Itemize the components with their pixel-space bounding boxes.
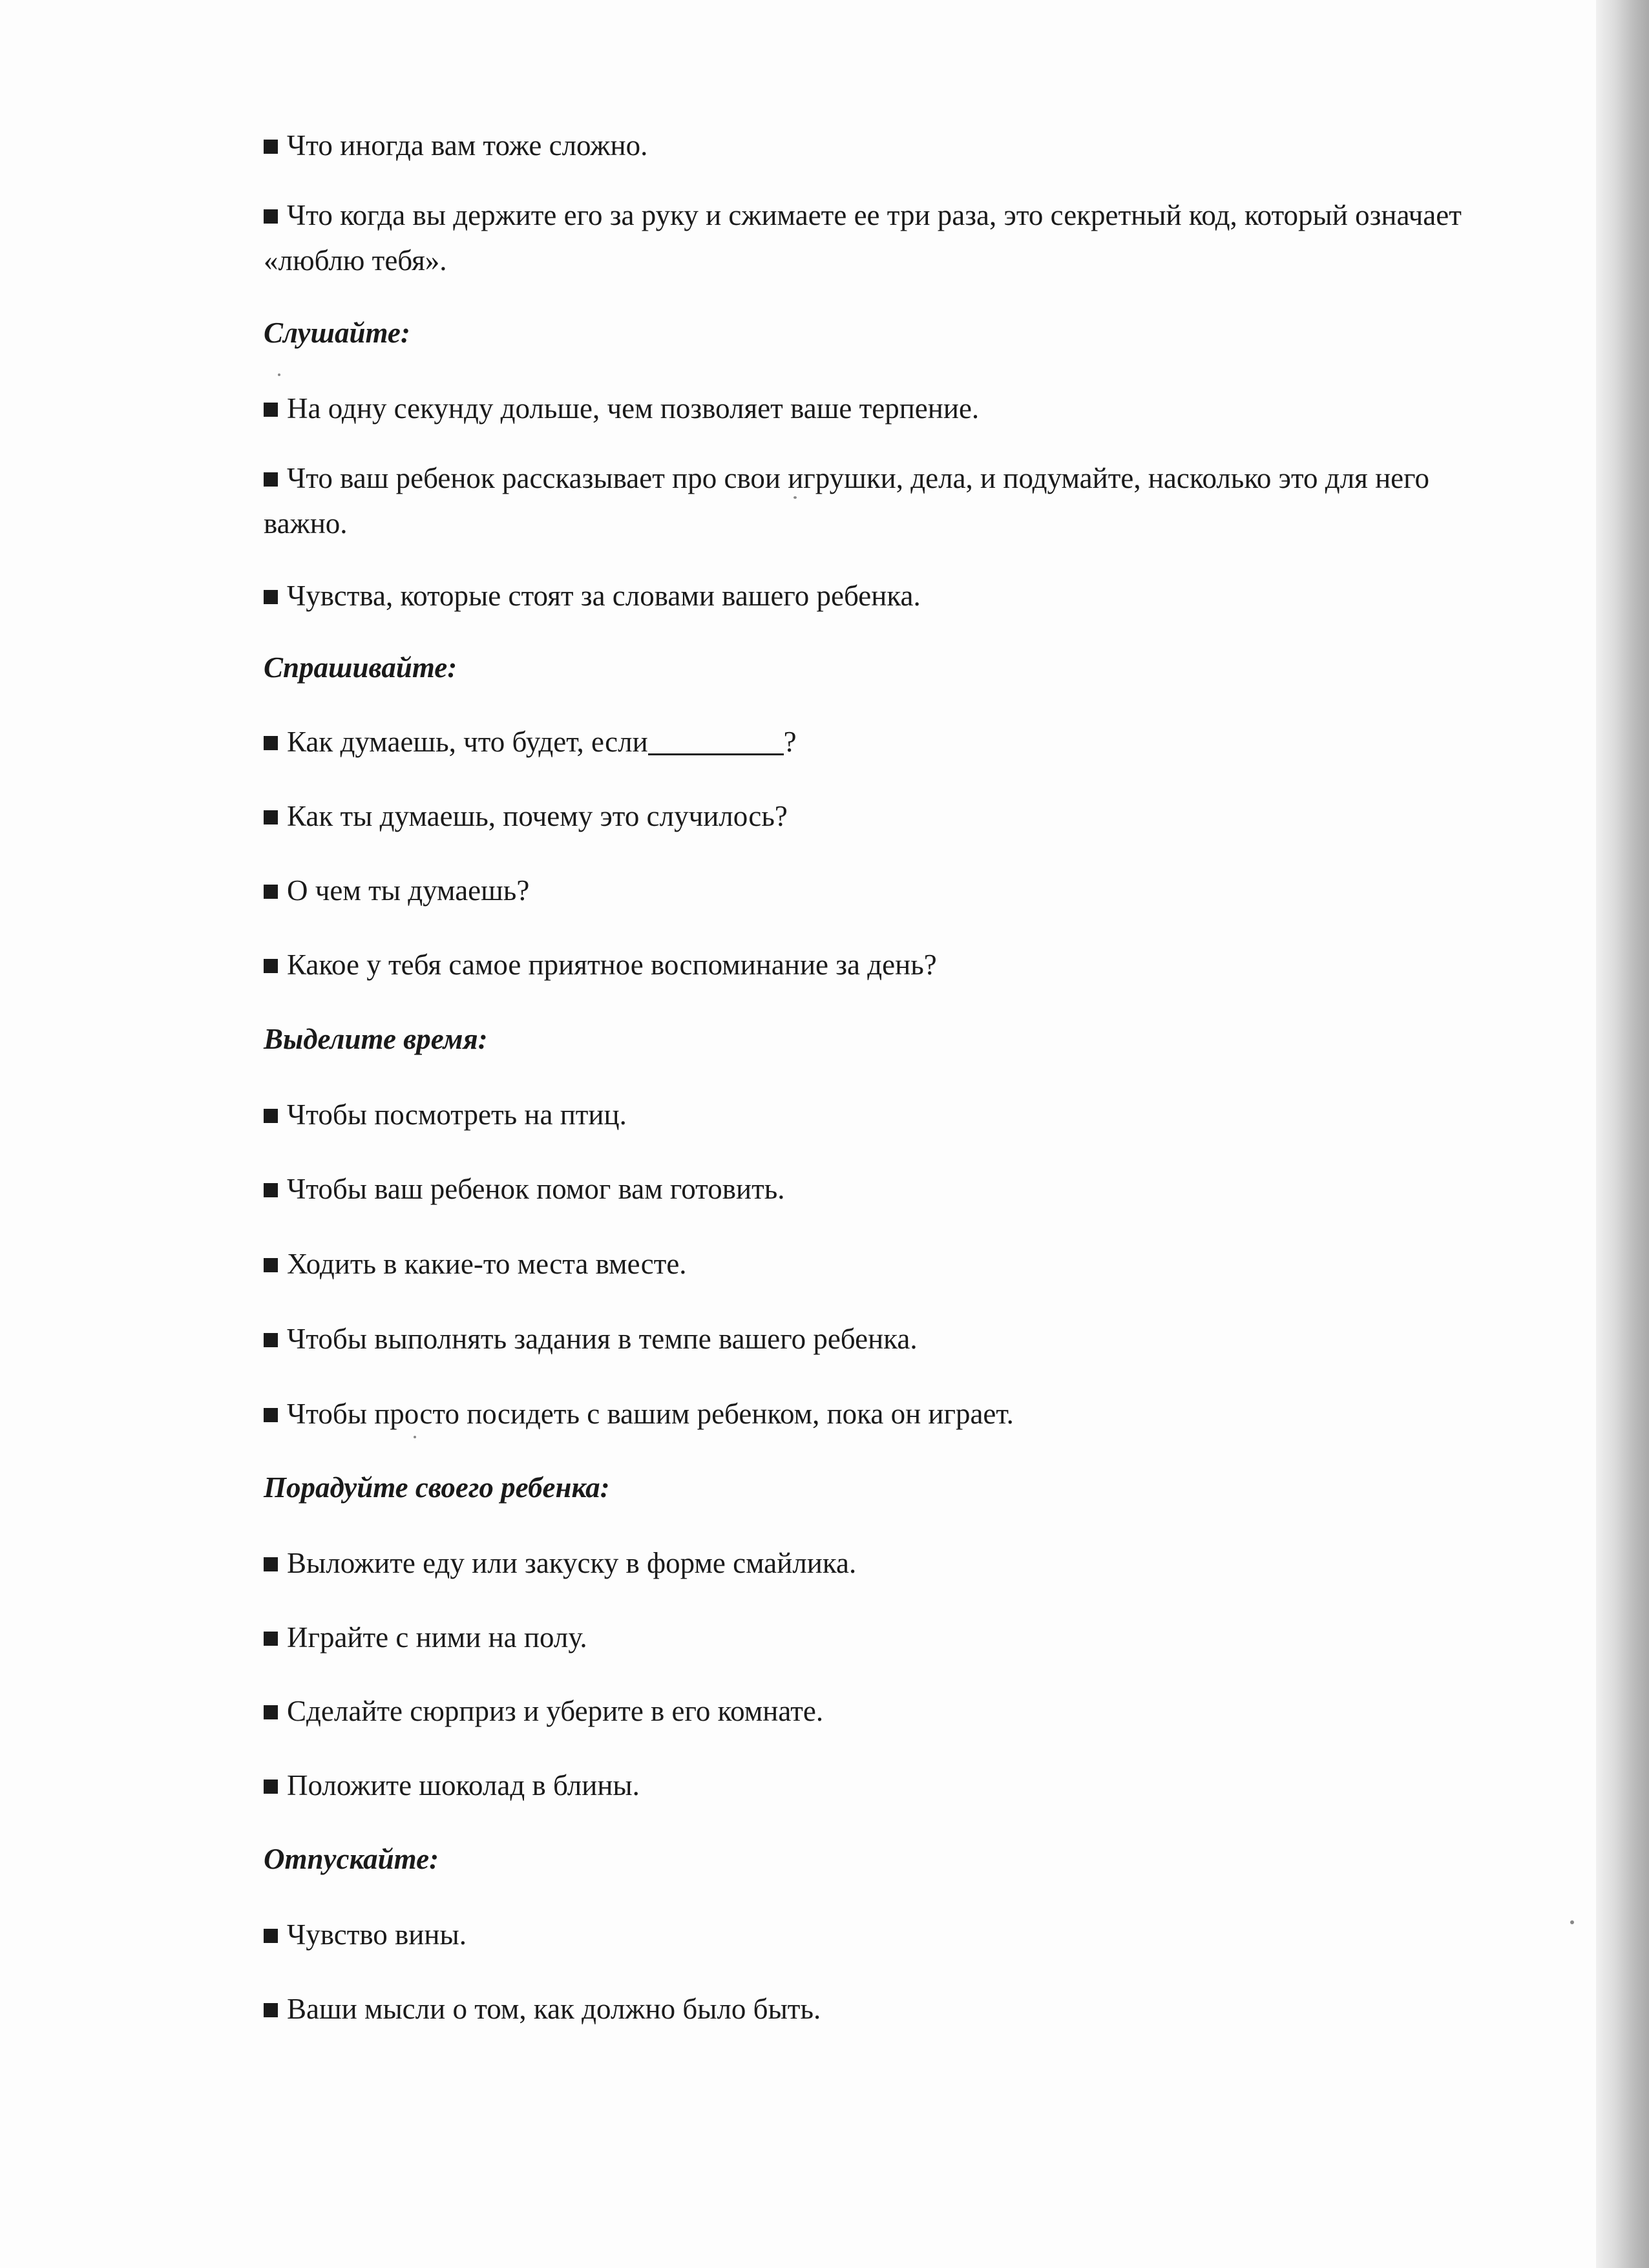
list-item: Чувства, которые стоят за словами вашего ребенка. xyxy=(264,573,921,618)
fill-in-blank xyxy=(648,728,784,755)
list-item: О чем ты думаешь? xyxy=(264,868,529,913)
square-bullet-icon xyxy=(264,403,278,417)
square-bullet-icon xyxy=(264,959,278,973)
square-bullet-icon xyxy=(264,209,278,224)
square-bullet-icon xyxy=(264,1109,278,1123)
square-bullet-icon xyxy=(264,472,278,487)
list-item: Чувство вины. xyxy=(264,1912,467,1957)
list-item: На одну секунду дольше, чем позволяет ваше терпение. xyxy=(264,386,979,431)
list-item: Как ты думаешь, почему это случилось? xyxy=(264,793,788,839)
scan-speck xyxy=(278,373,280,376)
list-item: Ваши мысли о том, как должно было быть. xyxy=(264,1986,821,2032)
scan-edge-shadow xyxy=(1596,0,1649,2268)
list-item: Чтобы выполнять задания в темпе вашего ребенка. xyxy=(264,1316,918,1361)
list-item: Положите шоколад в блины. xyxy=(264,1763,640,1808)
square-bullet-icon xyxy=(264,1780,278,1794)
list-item: Чтобы посмотреть на птиц. xyxy=(264,1092,627,1137)
list-item: Чтобы ваш ребенок помог вам готовить. xyxy=(264,1166,785,1212)
section-heading: Спрашивайте: xyxy=(264,651,457,684)
square-bullet-icon xyxy=(264,1258,278,1272)
list-item: Что когда вы держите его за руку и сжимаете ее три раза, это секретный код, который означает «люблю тебя». xyxy=(264,199,1462,277)
square-bullet-icon xyxy=(264,590,278,604)
section-heading: Отпускайте: xyxy=(264,1843,439,1875)
square-bullet-icon xyxy=(264,810,278,824)
list-item: Чтобы просто посидеть с вашим ребенком, пока он играет. xyxy=(264,1391,1014,1436)
section-heading: Порадуйте своего ребенка: xyxy=(264,1471,610,1504)
square-bullet-icon xyxy=(264,1929,278,1943)
square-bullet-icon xyxy=(264,1705,278,1719)
scan-speck xyxy=(1570,1920,1574,1924)
list-item: Какое у тебя самое приятное воспоминание за день? xyxy=(264,942,937,987)
list-item: Что иногда вам тоже сложно. xyxy=(264,123,647,168)
section-heading: Выделите время: xyxy=(264,1023,488,1055)
list-item: Сделайте сюрприз и уберите в его комнате. xyxy=(264,1688,823,1734)
square-bullet-icon xyxy=(264,1557,278,1571)
scan-speck xyxy=(793,496,797,499)
square-bullet-icon xyxy=(264,1408,278,1422)
square-bullet-icon xyxy=(264,1183,278,1197)
list-item: Выложите еду или закуску в форме смайлика. xyxy=(264,1540,856,1586)
scan-speck xyxy=(414,1436,416,1438)
square-bullet-icon xyxy=(264,736,278,750)
list-item: Играйте с ними на полу. xyxy=(264,1615,587,1660)
list-item: Ходить в какие-то места вместе. xyxy=(264,1241,687,1286)
square-bullet-icon xyxy=(264,2003,278,2017)
square-bullet-icon xyxy=(264,140,278,154)
square-bullet-icon xyxy=(264,885,278,899)
list-item: Что ваш ребенок рассказывает про свои игрушки, дела, и подумайте, насколько это для него важно. xyxy=(264,462,1429,540)
list-item: Как думаешь, что будет, если ? xyxy=(264,719,797,764)
section-heading: Слушайте: xyxy=(264,317,410,349)
square-bullet-icon xyxy=(264,1333,278,1347)
square-bullet-icon xyxy=(264,1632,278,1646)
